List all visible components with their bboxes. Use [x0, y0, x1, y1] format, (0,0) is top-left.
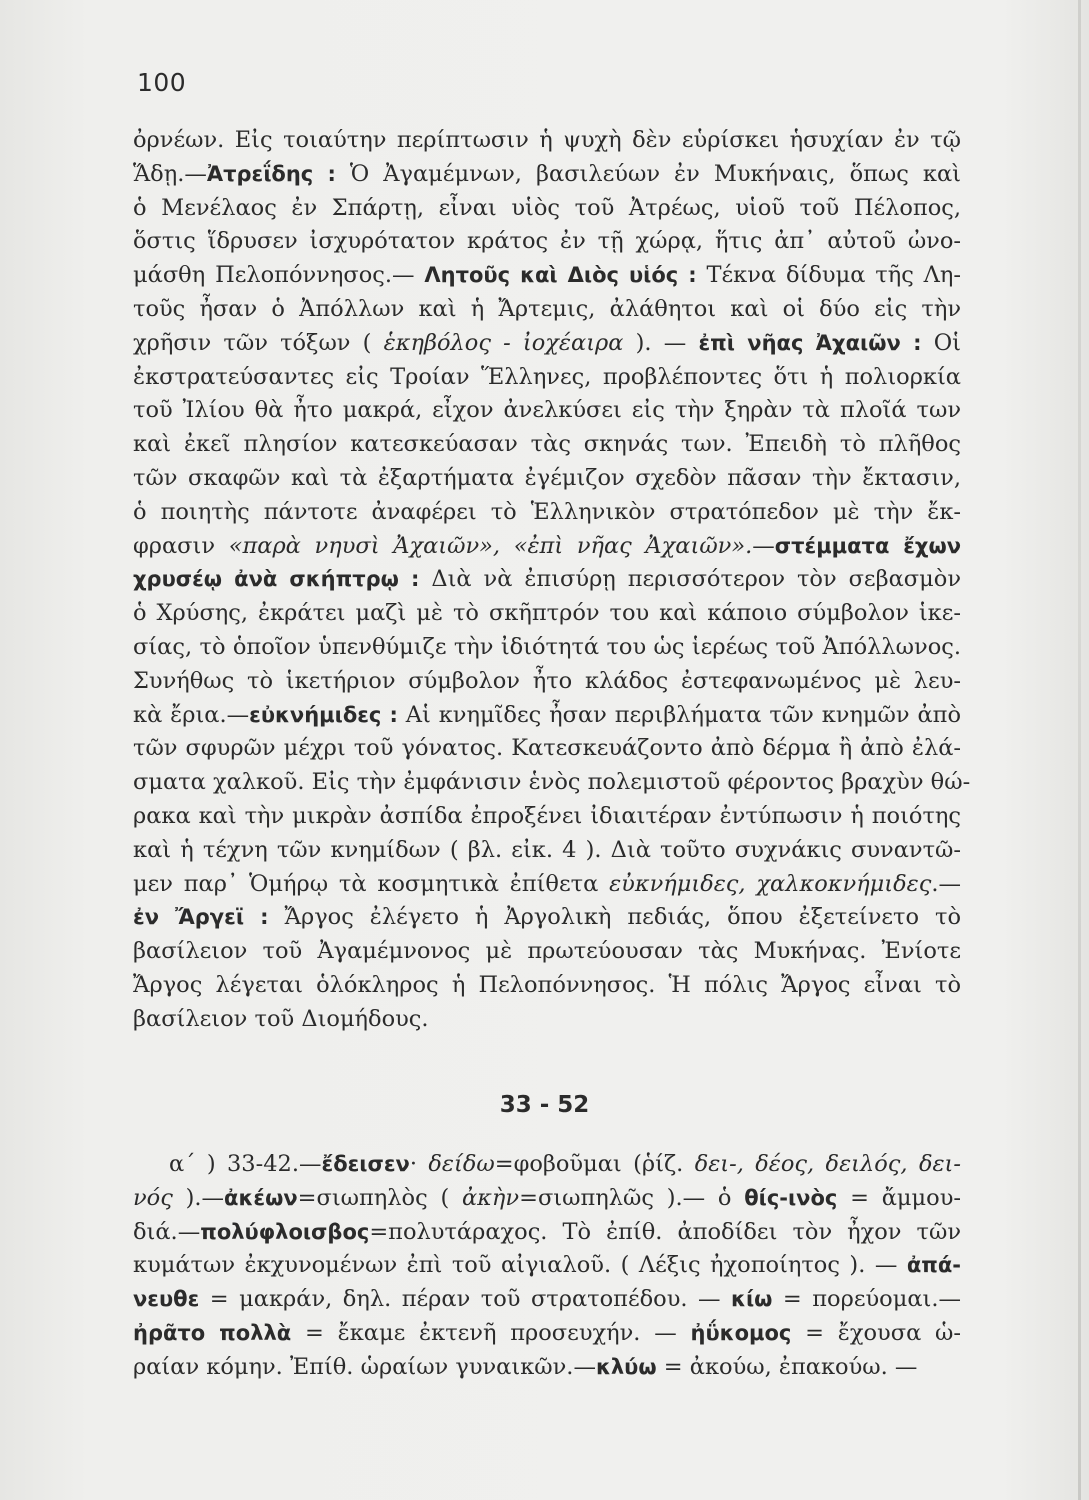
lemma-term: ἐπὶ νῆας Ἀχαιῶν :: [698, 330, 922, 355]
lemma-term: ἀκέων: [224, 1185, 298, 1210]
text-run: σίας, τὸ ὁποῖον ὑπενθύμιζε τὴν ἰδιότητά του ὡς ἱερέως τοῦ Ἀπόλλωνος.: [133, 633, 961, 660]
text-line: [133, 665, 961, 699]
text-line: [133, 901, 961, 935]
text-line: [133, 732, 961, 766]
text-line: [133, 1148, 961, 1182]
text-line: [133, 293, 961, 327]
text-line: [133, 361, 961, 395]
text-run: —: [752, 532, 775, 559]
text-run: Ἄργος λέγεται ὁλόκληρος ἡ Πελοπόννησος. Ἡ πόλις Ἄργος εἶναι τὸ: [133, 971, 961, 998]
text-run: τῶν σκαφῶν καὶ τὰ ἐξαρτήματα ἐγέμιζον σχεδὸν πᾶσαν τὴν ἔκτασιν,: [133, 464, 961, 491]
text-line: [133, 462, 961, 496]
lemma-term: χρυσέῳ ἀνὰ σκήπτρῳ :: [133, 567, 420, 592]
text-line: [133, 766, 971, 800]
text-run: σματα χαλκοῦ. Εἰς τὴν ἐμφάνισιν ἑνὸς πολεμιστοῦ φέροντος βραχὺν θώ-: [133, 769, 971, 796]
text-run: καὶ ἡ τέχνη τῶν κνημίδων ( βλ. εἰκ. 4 ). Διὰ τοῦτο συχνάκις συναντῶ-: [133, 836, 961, 863]
text-run: ὁ Μενέλαος ἐν Σπάρτῃ, εἶναι υἱὸς τοῦ Ἀτρέως, υἱοῦ τοῦ Πέλοπος,: [133, 194, 961, 221]
text-line: [133, 428, 961, 462]
text-run: ρακα καὶ τὴν μικρὰν ἀσπίδα ἐπροξένει ἰδιαιτέραν ἐντύπωσιν ἡ ποιότης: [133, 802, 961, 829]
text-line: [133, 1351, 961, 1385]
section-heading: 33 - 52: [499, 1092, 590, 1118]
lemma-term: κίω: [731, 1287, 773, 1312]
text-line: [133, 259, 961, 293]
text-line: [133, 563, 961, 597]
text-line: [133, 1283, 961, 1317]
text-run: ὀρνέων. Εἰς τοιαύτην περίπτωσιν ἡ ψυχὴ δὲν εὑρίσκει ἡσυχίαν ἐν τῷ: [133, 127, 961, 153]
text-line: [133, 530, 961, 564]
lemma-term: θίς-ινὸς: [744, 1185, 838, 1210]
text-run: χρῆσιν τῶν τόξων (: [133, 329, 384, 356]
text-run: κὰ ἔρια.—: [133, 701, 250, 728]
text-line: [133, 158, 961, 192]
text-run: ·: [409, 1151, 429, 1177]
text-line: [133, 1182, 961, 1216]
text-line: [133, 225, 961, 259]
text-run: ὁ Χρύσης, ἐκράτει μαζὶ μὲ τὸ σκῆπτρόν του καὶ κάποιο σύμβολον ἱκε-: [133, 600, 961, 627]
text-run: τῶν σφυρῶν μέχρι τοῦ γόνατος. Κατεσκευάζοντο ἀπὸ δέρμα ἢ ἀπὸ ἐλά-: [133, 735, 961, 762]
text-run: ἐκστρατεύσαντες εἰς Τροίαν Ἕλληνες, προβλέποντες ὅτι ἡ πολιορκία: [133, 363, 961, 390]
text-run: Τέκνα δίδυμα τῆς Λη-: [696, 262, 961, 289]
lemma-term: ἔδεισεν: [321, 1152, 410, 1176]
text-run: = ἀκούω, ἐπακούω. —: [656, 1353, 918, 1380]
text-run: Ἄργος ἐλέγετο ἡ Ἀργολικὴ πεδιάς, ὅπου ἐξετείνετο τὸ: [268, 904, 962, 931]
text-run: βασίλειον τοῦ Ἀγαμέμνονος μὲ πρωτεύουσαν τὰς Μυκήνας. Ἐνίοτε: [133, 938, 961, 965]
text-line: [133, 597, 961, 631]
text-run: .—: [931, 870, 961, 897]
lemma-term: Λητοῦς καὶ Διὸς υἱός :: [424, 263, 697, 288]
text-line: [133, 631, 961, 665]
text-run: ὅστις ἵδρυσεν ἰσχυρότατον κράτος ἐν τῇ χώρᾳ, ἥτις ἀπ᾽ αὐτοῦ ὠνο-: [133, 228, 961, 255]
text-line: [133, 124, 961, 158]
text-run: = ἔχουσα ὡ-: [791, 1319, 961, 1346]
lemma-term: κλύω: [595, 1354, 657, 1379]
text-run: =σιωπηλὸς (: [297, 1184, 462, 1211]
text-run: τοῦς ἦσαν ὁ Ἀπόλλων καὶ ἡ Ἄρτεμις, ἀλάθητοι καὶ οἱ δύο εἰς τὴν: [133, 295, 961, 322]
text-line: [133, 1003, 961, 1037]
text-run: Αἱ κνημῖδες ἦσαν περιβλήματα τῶν κνημῶν ἀπὸ: [397, 701, 961, 728]
text-run: Ὁ Ἀγαμέμνων, βασιλεύων ἐν Μυκήναις, ὅπως καὶ: [335, 160, 962, 187]
text-run: μάσθη Πελοπόννησος.—: [133, 262, 425, 289]
text-run: τοῦ Ἰλίου θὰ ἦτο μακρά, εἶχον ἀνελκύσει εἰς τὴν ξηρὰν τὰ πλοῖά των: [133, 397, 961, 424]
text-run: κυμάτων ἐκχυνομένων ἐπὶ τοῦ αἰγιαλοῦ. ( Λέξις ἠχοποίητος ). —: [133, 1252, 907, 1279]
text-run: ὁ ποιητὴς πάντοτε ἀναφέρει τὸ Ἑλληνικὸν στρατόπεδον μὲ τὴν ἔκ-: [133, 498, 961, 525]
italic-phrase: δείδω: [428, 1151, 495, 1177]
italic-phrase: ἀκὴν: [461, 1184, 520, 1211]
text-line: [133, 969, 961, 1003]
lemma-term: στέμματα ἔχων: [774, 533, 961, 558]
lemma-term: εὐκνήμιδες :: [249, 702, 398, 727]
text-line: [133, 327, 961, 361]
lemma-term: ἠρᾶτο πολλὰ: [133, 1320, 292, 1345]
italic-phrase: «παρὰ νηυσὶ Ἀχαιῶν», «ἐπὶ νῆας Ἀχαιῶν».: [228, 532, 753, 559]
text-run: Οἱ: [921, 329, 961, 356]
text-run: Διὰ νὰ ἐπισύρῃ περισσότερον τὸν σεβασμὸν: [419, 566, 961, 593]
text-run: Συνήθως τὸ ἱκετήριον σύμβολον ἦτο κλάδος ἐστεφανωμένος μὲ λευ-: [133, 667, 961, 694]
text-run: = πορεύομαι.—: [772, 1286, 961, 1313]
commentary-text-top: [133, 124, 971, 1037]
text-run: =πολυτάραχος. Τὸ ἐπίθ. ἀποδίδει τὸν ἦχον τῶν: [369, 1218, 961, 1245]
text-line: [133, 496, 961, 530]
text-run: α΄ ) 33-42.—: [169, 1151, 322, 1177]
lemma-term: ἠΰκομος: [690, 1320, 792, 1345]
commentary-text-bottom: [133, 1148, 961, 1385]
text-line: [133, 834, 961, 868]
italic-phrase: εὐκνήμιδες, χαλκοκνήμιδες: [609, 870, 932, 897]
italic-phrase: ἑκηβόλος - ἰοχέαιρα: [383, 329, 624, 356]
lemma-term: ἐν Ἄργεϊ :: [133, 905, 269, 930]
lemma-term: πολύφλοισβος: [200, 1219, 370, 1244]
text-line: [133, 1216, 961, 1250]
text-line: [133, 394, 961, 428]
text-run: καὶ ἐκεῖ πλησίον κατεσκεύασαν τὰς σκηνάς των. Ἐπειδὴ τὸ πλῆθος: [133, 431, 961, 458]
italic-phrase: δει-, δέος, δειλός, δει-: [694, 1151, 961, 1177]
page-edge-shadow: [1078, 0, 1081, 1500]
page-number: 100: [137, 68, 187, 97]
text-line: [133, 800, 961, 834]
text-run: =φοβοῦμαι (ῥίζ.: [494, 1151, 695, 1177]
text-line: [133, 868, 961, 902]
text-line: [133, 699, 961, 733]
italic-phrase: νός: [133, 1184, 173, 1211]
text-run: βασίλειον τοῦ Διομήδους.: [133, 1005, 429, 1032]
text-run: διά.—: [133, 1218, 201, 1245]
text-run: = μακράν, δηλ. πέραν τοῦ στρατοπέδου. —: [199, 1286, 732, 1313]
text-run: Ἅδῃ.—: [133, 160, 207, 187]
text-run: =σιωπηλῶς ).— ὁ: [519, 1184, 745, 1211]
text-run: = ἄμμου-: [837, 1184, 961, 1211]
lemma-term: Ἀτρεΐδης :: [206, 161, 336, 186]
text-line: [133, 192, 961, 226]
text-run: ραίαν κόμην. Ἐπίθ. ὡραίων γυναικῶν.—: [133, 1353, 596, 1380]
text-line: [133, 1249, 961, 1283]
text-line: [133, 935, 961, 969]
text-run: φρασιν: [133, 532, 229, 559]
text-run: ). —: [623, 329, 699, 356]
text-line: [133, 1317, 961, 1351]
text-run: μεν παρ᾽ Ὁμήρῳ τὰ κοσμητικὰ ἐπίθετα: [133, 870, 610, 897]
text-run: = ἔκαμε ἐκτενῆ προσευχήν. —: [291, 1319, 691, 1346]
lemma-term: ἀπά-: [906, 1253, 961, 1278]
text-run: ).—: [172, 1184, 225, 1211]
lemma-term: νευθε: [133, 1287, 200, 1312]
